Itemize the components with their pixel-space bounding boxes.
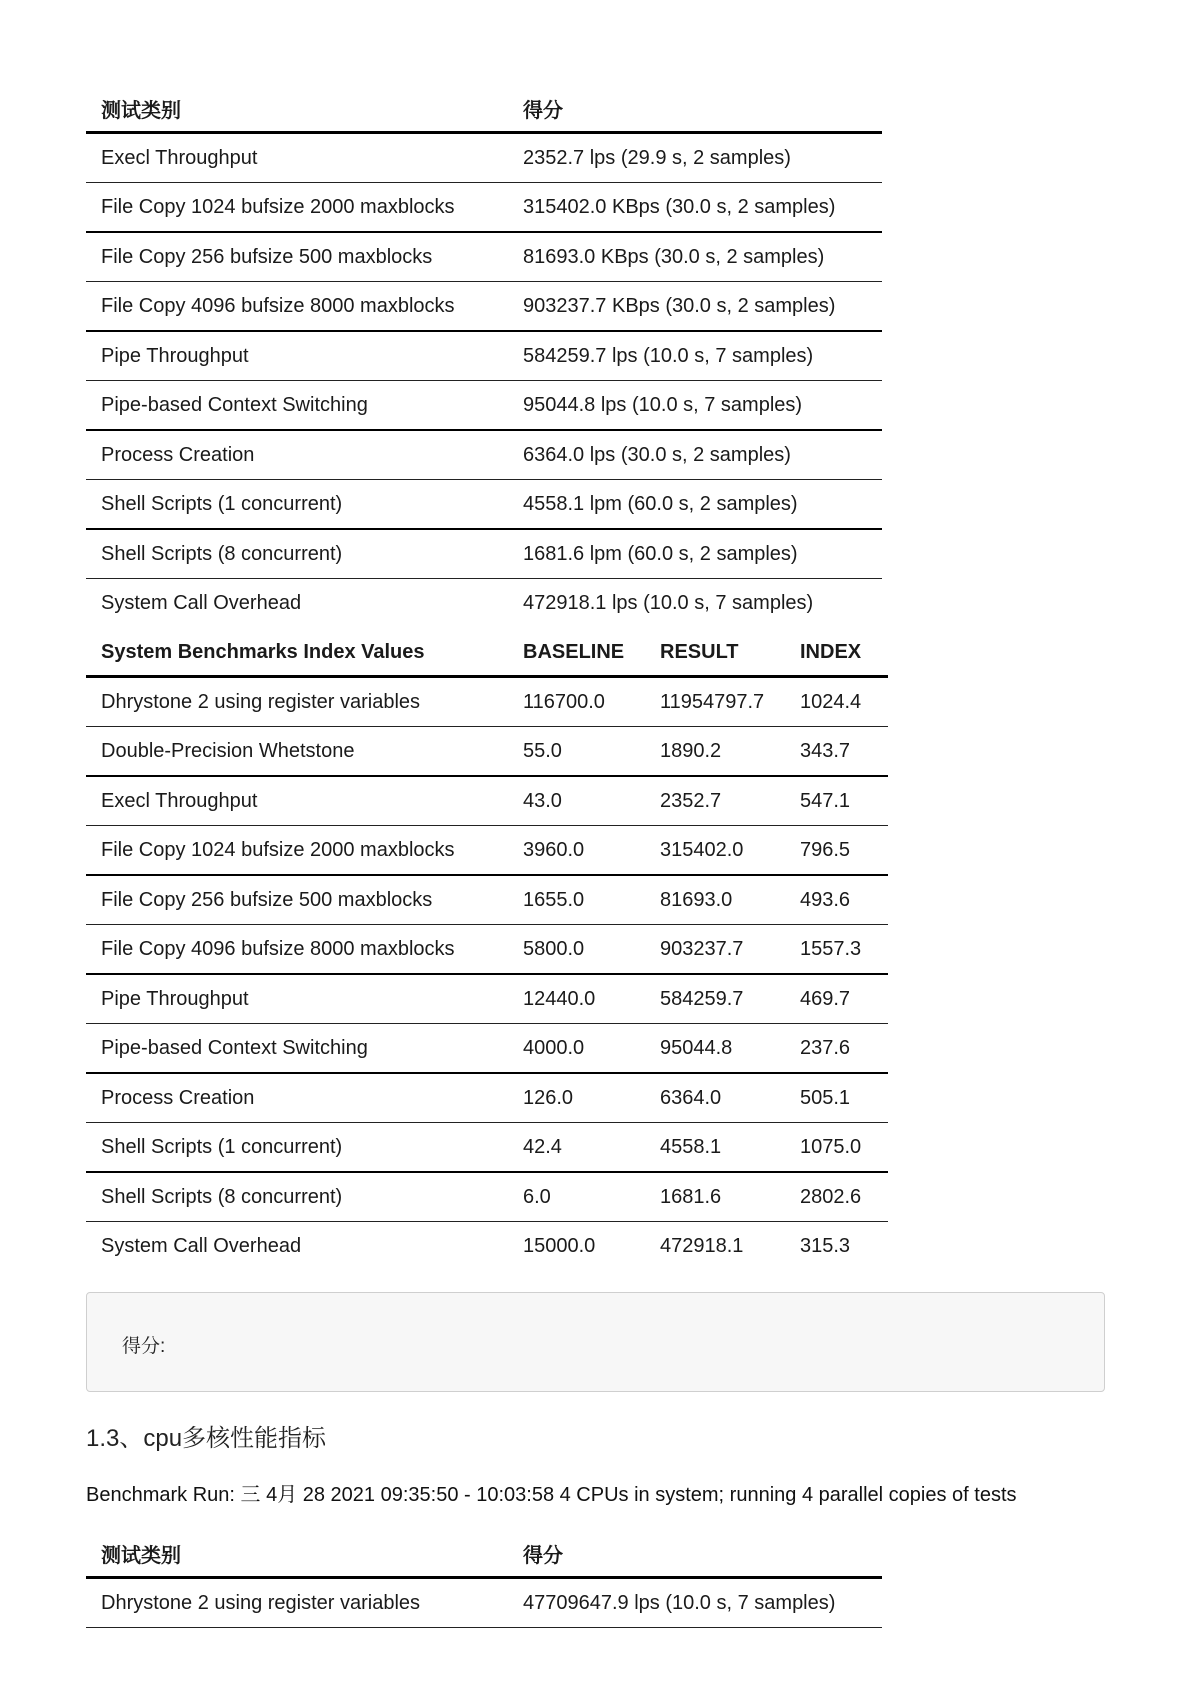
index-cell: 315.3 <box>800 1234 851 1257</box>
index-cell: 1557.3 <box>800 937 862 960</box>
index-cell: 2802.6 <box>800 1185 862 1208</box>
table-row <box>86 331 882 381</box>
header-result: RESULT <box>660 640 739 663</box>
result-cell: 95044.8 <box>660 1036 733 1059</box>
index-cell: 237.6 <box>800 1036 851 1059</box>
baseline-cell: 126.0 <box>523 1086 574 1109</box>
score-cell: 1681.6 lpm (60.0 s, 2 samples) <box>523 542 798 565</box>
table-row <box>86 1123 888 1173</box>
table-row <box>86 1024 888 1074</box>
test-name-cell: Shell Scripts (8 concurrent) <box>101 542 343 565</box>
test-name-cell: File Copy 256 bufsize 500 maxblocks <box>101 245 433 268</box>
test-name-cell: Process Creation <box>101 1086 255 1109</box>
baseline-cell: 116700.0 <box>523 690 605 713</box>
test-name-cell: Shell Scripts (8 concurrent) <box>101 1185 343 1208</box>
score-cell: 47709647.9 lps (10.0 s, 7 samples) <box>523 1591 836 1614</box>
index-cell: 343.7 <box>800 739 851 762</box>
test-name-cell: Execl Throughput <box>101 789 258 812</box>
header-score: 得分 <box>523 99 563 122</box>
test-name-cell: Double-Precision Whetstone <box>101 739 355 762</box>
score-cell: 4558.1 lpm (60.0 s, 2 samples) <box>523 492 798 515</box>
result-cell: 315402.0 <box>660 838 744 861</box>
section-heading: 1.3、cpu多核性能指标 <box>86 1425 327 1452</box>
header-test-category: 测试类别 <box>101 99 181 122</box>
header-test-category: 测试类别 <box>101 1544 181 1567</box>
table-row <box>86 183 882 233</box>
baseline-cell: 6.0 <box>523 1185 551 1208</box>
result-cell: 472918.1 <box>660 1234 744 1257</box>
test-name-cell: File Copy 4096 bufsize 8000 maxblocks <box>101 937 455 960</box>
table-row <box>86 826 888 876</box>
index-cell: 1024.4 <box>800 690 862 713</box>
table-row <box>86 579 882 628</box>
index-values-table <box>86 629 888 1270</box>
benchmark-run-info: Benchmark Run: 三 4月 28 2021 09:35:50 - 10:03:58 4 CPUs in system; running 4 parallel copies of tests <box>86 1484 1017 1506</box>
test-name-cell: Shell Scripts (1 concurrent) <box>101 1135 343 1158</box>
table-row <box>86 282 882 332</box>
test-name-cell: Dhrystone 2 using register variables <box>101 690 421 713</box>
test-name-cell: Execl Throughput <box>101 146 258 169</box>
baseline-cell: 43.0 <box>523 789 562 812</box>
table-row <box>86 677 888 727</box>
table-header-row <box>86 629 888 677</box>
result-cell: 1890.2 <box>660 739 722 762</box>
score-cell: 903237.7 KBps (30.0 s, 2 samples) <box>523 294 836 317</box>
score-cell: 6364.0 lps (30.0 s, 2 samples) <box>523 443 791 466</box>
test-name-cell: Pipe-based Context Switching <box>101 1036 368 1059</box>
table-row <box>86 875 888 925</box>
header-index-values: System Benchmarks Index Values <box>101 640 425 663</box>
score-cell: 81693.0 KBps (30.0 s, 2 samples) <box>523 245 825 268</box>
baseline-cell: 12440.0 <box>523 987 596 1010</box>
table-row <box>86 529 882 579</box>
baseline-cell: 55.0 <box>523 739 562 762</box>
test-name-cell: File Copy 4096 bufsize 8000 maxblocks <box>101 294 455 317</box>
index-cell: 1075.0 <box>800 1135 862 1158</box>
baseline-cell: 3960.0 <box>523 838 585 861</box>
baseline-cell: 15000.0 <box>523 1234 596 1257</box>
table-row <box>86 232 882 282</box>
result-cell: 4558.1 <box>660 1135 722 1158</box>
test-name-cell: System Call Overhead <box>101 591 302 614</box>
score-note-box <box>86 1292 1105 1392</box>
multi-core-score-table <box>86 1530 882 1628</box>
table-header-row <box>86 1530 882 1578</box>
score-cell: 2352.7 lps (29.9 s, 2 samples) <box>523 146 791 169</box>
test-name-cell: File Copy 1024 bufsize 2000 maxblocks <box>101 838 455 861</box>
score-note-text: 得分: <box>122 1336 166 1357</box>
table-row <box>86 1172 888 1222</box>
table-row <box>86 1073 888 1123</box>
baseline-cell: 1655.0 <box>523 888 585 911</box>
table-row <box>86 776 888 826</box>
result-cell: 81693.0 <box>660 888 733 911</box>
test-name-cell: Dhrystone 2 using register variables <box>101 1591 421 1614</box>
table-row <box>86 381 882 431</box>
result-cell: 6364.0 <box>660 1086 722 1109</box>
table-row <box>86 925 888 975</box>
score-cell: 315402.0 KBps (30.0 s, 2 samples) <box>523 195 836 218</box>
baseline-cell: 5800.0 <box>523 937 585 960</box>
test-name-cell: Pipe Throughput <box>101 344 249 367</box>
table-row <box>86 974 888 1024</box>
test-name-cell: Process Creation <box>101 443 255 466</box>
score-cell: 584259.7 lps (10.0 s, 7 samples) <box>523 344 814 367</box>
baseline-cell: 42.4 <box>523 1135 562 1158</box>
result-cell: 11954797.7 <box>660 690 765 713</box>
index-cell: 469.7 <box>800 987 851 1010</box>
score-cell: 95044.8 lps (10.0 s, 7 samples) <box>523 393 803 416</box>
table-row <box>86 133 882 183</box>
index-cell: 547.1 <box>800 789 851 812</box>
header-baseline: BASELINE <box>523 640 625 663</box>
header-score: 得分 <box>523 1544 563 1567</box>
index-cell: 796.5 <box>800 838 851 861</box>
header-index: INDEX <box>800 640 862 663</box>
table-row <box>86 480 882 530</box>
result-cell: 584259.7 <box>660 987 744 1010</box>
index-cell: 505.1 <box>800 1086 851 1109</box>
baseline-cell: 4000.0 <box>523 1036 585 1059</box>
result-cell: 2352.7 <box>660 789 722 812</box>
test-name-cell: Pipe-based Context Switching <box>101 393 368 416</box>
result-cell: 903237.7 <box>660 937 744 960</box>
test-name-cell: File Copy 1024 bufsize 2000 maxblocks <box>101 195 455 218</box>
index-cell: 493.6 <box>800 888 851 911</box>
test-name-cell: Pipe Throughput <box>101 987 249 1010</box>
test-name-cell: System Call Overhead <box>101 1234 302 1257</box>
test-name-cell: File Copy 256 bufsize 500 maxblocks <box>101 888 433 911</box>
result-cell: 1681.6 <box>660 1185 722 1208</box>
table-row <box>86 430 882 480</box>
test-name-cell: Shell Scripts (1 concurrent) <box>101 492 343 515</box>
score-cell: 472918.1 lps (10.0 s, 7 samples) <box>523 591 814 614</box>
table-header-row <box>86 85 882 133</box>
table-row <box>86 1578 882 1628</box>
table-row <box>86 727 888 777</box>
table-row <box>86 1222 888 1271</box>
single-core-score-table <box>86 85 882 627</box>
